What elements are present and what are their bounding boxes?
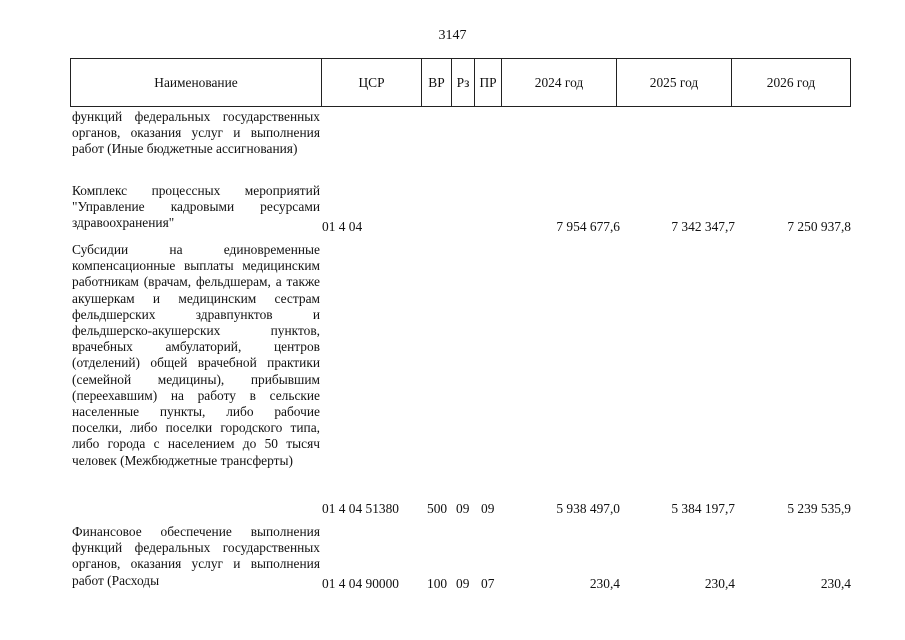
- column-header-name: Наименование: [71, 59, 322, 107]
- row-csr-cell: 01 4 04 51380: [322, 501, 399, 516]
- row-name-cell: Финансовое обеспечение выполнения функций федеральных государственных органов, оказания услуг и выполнения работ (Расходы: [72, 524, 320, 588]
- row-csr-cell: 01 4 04 90000: [322, 576, 399, 591]
- row-2026-cell: 230,4: [820, 576, 851, 591]
- page-number: 3147: [438, 28, 467, 43]
- row-2025-cell: 5 384 197,7: [671, 501, 735, 516]
- row-name-cell: Комплекс процессных мероприятий "Управление кадровыми ресурсами здравоохранения": [72, 183, 320, 231]
- column-header-vr: ВР: [422, 59, 452, 107]
- row-pr-cell: 09: [481, 501, 495, 516]
- row-name-cell: Субсидии на единовременные компенсационные выплаты медицинским работникам (врачам, фельдшерам, а также акушеркам и медицинским сестрам фельдшерских здравпунктов и фельдшерско-акушерских пунктов, врачебных амбулаторий, центров (отделений) общей врачебной практики (семейной медицины), прибывшим (переехавшим) на работу в сельские населенные пункты, либо рабочие поселки, либо поселки городского типа, либо города с населением до 50 тысяч человек (Межбюджетные трансферты): [72, 242, 320, 468]
- column-header-2025: 2025 год: [617, 59, 732, 107]
- row-2024-cell: 230,4: [589, 576, 620, 591]
- row-2026-cell: 5 239 535,9: [787, 501, 851, 516]
- row-2025-cell: 7 342 347,7: [671, 219, 735, 234]
- row-rz-cell: 09: [456, 576, 470, 591]
- column-header-2026: 2026 год: [732, 59, 851, 107]
- row-rz-cell: 09: [456, 501, 470, 516]
- table-header: [70, 58, 851, 107]
- row-2024-cell: 7 954 677,6: [556, 219, 620, 234]
- row-2024-cell: 5 938 497,0: [556, 501, 620, 516]
- row-vr-cell: 100: [427, 576, 448, 591]
- row-pr-cell: 07: [481, 576, 495, 591]
- column-header-rz: Рз: [452, 59, 475, 107]
- row-2026-cell: 7 250 937,8: [787, 219, 851, 234]
- row-csr-cell: 01 4 04: [322, 219, 363, 234]
- column-header-2024: 2024 год: [502, 59, 617, 107]
- column-header-csr: ЦСР: [322, 59, 422, 107]
- row-2025-cell: 230,4: [704, 576, 735, 591]
- row-vr-cell: 500: [427, 501, 448, 516]
- column-header-pr: ПР: [475, 59, 502, 107]
- row-name-cell: функций федеральных государственных органов, оказания услуг и выполнения работ (Иные бюджетные ассигнования): [72, 109, 320, 157]
